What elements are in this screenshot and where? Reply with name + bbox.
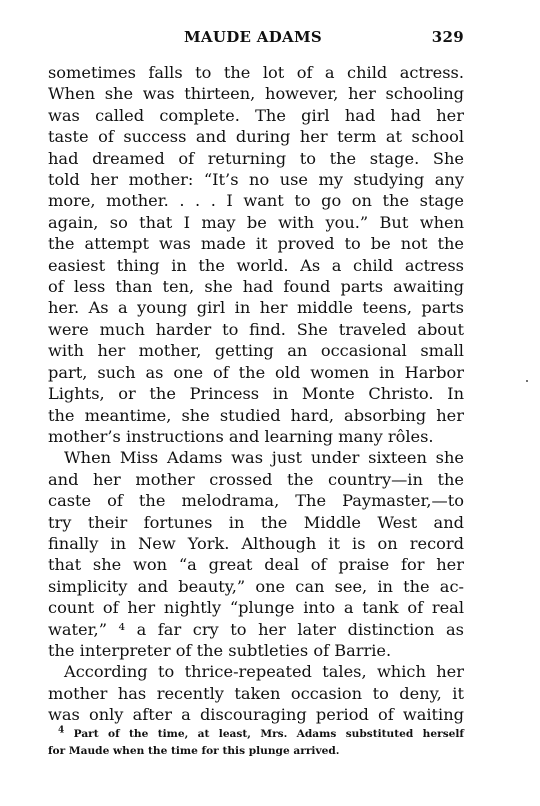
text-line: sometimes falls to the lot of a child actress.	[48, 63, 464, 82]
text-line: When Miss Adams was just under sixteen she	[64, 448, 464, 468]
text-line: easiest thing in the world. As a child actress	[48, 255, 464, 275]
text-line: with her mother, getting an occasional small	[48, 341, 464, 361]
text-line: of less than ten, she had found parts awaiting	[48, 277, 464, 297]
text-line: was only after a discouraging period of waiting	[48, 705, 464, 725]
footnote-marker: 4	[58, 725, 65, 736]
text-line: Lights, or the Princess in Monte Christo. In	[48, 384, 464, 404]
text-line: again, so that I may be with you.” But when	[48, 212, 464, 232]
text-line: When she was thirteen, however, her schooling	[48, 84, 464, 104]
text-line: water,” ⁴ a far cry to her later distinction as	[48, 619, 464, 639]
footnote	[48, 726, 464, 760]
text-line: taste of success and during her term at school	[48, 127, 464, 147]
text-line: and her mother crossed the country—in the	[48, 469, 464, 489]
running-title: MAUDE ADAMS	[184, 28, 323, 46]
text-line: her. As a young girl in her middle teens, parts	[48, 298, 464, 318]
text-line: were much harder to find. She traveled about	[48, 319, 464, 339]
text-line: the meantime, she studied hard, absorbing her	[48, 405, 464, 425]
paper-speck	[526, 380, 528, 382]
footnote-text: Part of the time, at least, Mrs. Adams substituted herself	[73, 728, 464, 740]
text-line: the attempt was made it proved to be not the	[48, 234, 464, 254]
text-line: finally in New York. Although it is on record	[48, 533, 464, 553]
text-line: try their fortunes in the Middle West and	[48, 512, 464, 532]
text-line: was called complete. The girl had had her	[48, 105, 464, 125]
text-line: mother has recently taken occasion to deny, it	[48, 683, 464, 703]
text-line: that she won “a great deal of praise for her	[48, 555, 464, 575]
text-line: had dreamed of returning to the stage. She	[48, 148, 464, 168]
footnote-line	[48, 726, 464, 743]
page-number: 329	[431, 28, 464, 46]
body-text	[48, 62, 464, 726]
text-line: caste of the melodrama, The Paymaster,—to	[48, 491, 464, 511]
text-line: the interpreter of the subtleties of Barrie.	[48, 640, 392, 660]
text-line: count of her nightly “plunge into a tank of real	[48, 598, 464, 618]
text-line: more, mother. . . . I want to go on the stage	[48, 191, 464, 211]
footnote-line: for Maude when the time for this plunge arrived.	[48, 745, 340, 757]
text-line: mother’s instructions and learning many rôles.	[48, 426, 434, 446]
text-line: told her mother: “It’s no use my studying any	[48, 170, 464, 190]
text-line: simplicity and beauty,” one can see, in the ac-	[48, 576, 464, 596]
text-line: According to thrice-repeated tales, which her	[64, 662, 464, 682]
text-line: part, such as one of the old women in Harbor	[48, 362, 464, 382]
